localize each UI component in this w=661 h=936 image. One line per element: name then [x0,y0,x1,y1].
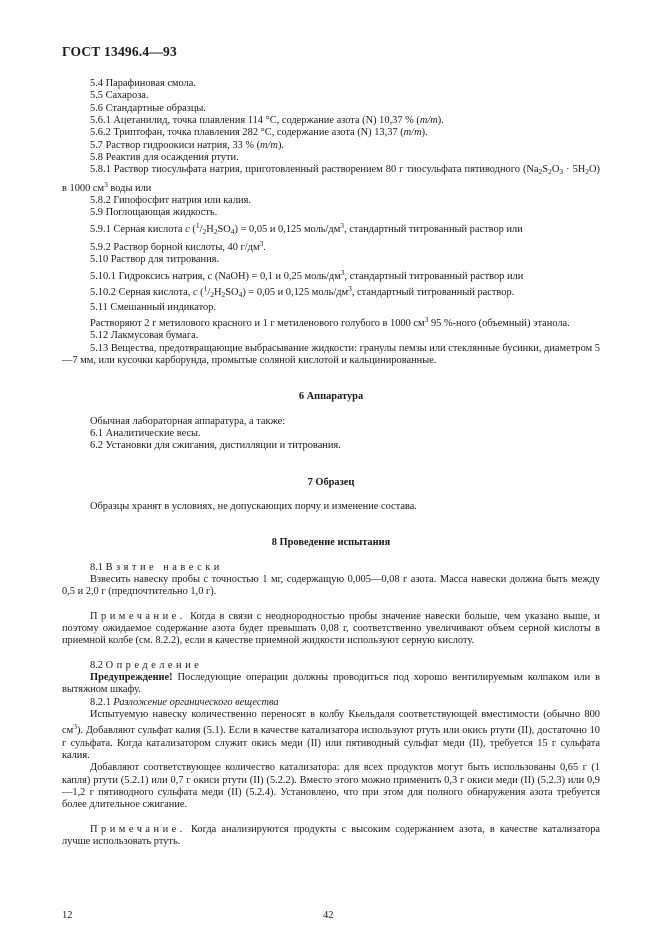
item-5-13: 5.13 Вещества, предотвращающие выбрасывание жидкости: гранулы пемзы или стеклянные бусинки, диаметром 5—7 мм, или кусочки карборунда, промытые соляной кислотой и кальцинированные. [62,342,600,366]
section-6-heading: 6 Аппаратура [298,391,364,403]
item-5-10-1: 5.10.1 Гидроксись натрия, c (NaOH) = 0,1 и 0,25 моль/$дм^3$, стандартный титрованный раствор или [90,267,524,282]
note-8-2-1: Примечание. Когда анализируются продукты с высоким содержанием азота, в качестве катализатора лучше использовать ртуть. [62,823,600,848]
item-8-1-title: 8.1 Взятие навески [90,561,223,573]
item-6-2: 6.2 Установки для сжигания, дистилляции и титрования. [90,440,341,452]
page-number-left: 12 [62,910,73,921]
item-5-8-1: 5.8.1 Раствор тиосульфата натрия, приготовленный растворением 80 г тиосульфата пятиводного $(Na_2S_2O_3 \cdot 5H_2O)$ в 1000 $см^3$ воды или [62,164,601,194]
section-6-intro: Обычная лабораторная аппаратура, а также: [90,415,286,427]
standard-title: ГОСТ 13496.4—93 [62,44,177,59]
item-5-9: 5.9 Поглощающая жидкость. [90,207,218,219]
item-5-6: 5.6 Стандартные образцы. [90,102,207,114]
item-5-8: 5.8 Реактив для осаждения ртути. [90,152,239,164]
section-8-heading: 8 Проведение испытания [271,537,391,549]
item-5-6-2: 5.6.2 Триптофан, точка плавления 282 °С, содержание азота (N) 13,37 (m/m). [90,127,428,139]
item-5-10: 5.10 Раствор для титрования. [90,254,220,266]
item-5-7: 5.7 Раствор гидроокиси натрия, 33 % (m/m). [90,139,284,151]
item-6-1: 6.1 Аналитические весы. [90,427,201,439]
item-8-2-1-title: 8.2.1 Разложение органического вещества [90,696,279,708]
item-5-11-text: Растворяют 2 г метилового красного и 1 г метиленового голубого в 1000 $см^3$ 95 %-ного (объемный) этанола. [90,314,570,329]
paragraph-transfer: Испытуемую навеску количественно переносят в колбу Кьельдаля соответствующей вместимости (обычно 800 $см^3$). Добавляют сульфат калия (5.1). Если в качестве катализатора используют ртуть или окись ртути (II), достаточно 10 г сульфата. Когда катализатором служит окись меди (II) или пятиводный сульфат меди (II), требуется 15 г сульфата калия. [62,709,600,762]
item-8-1-text: Взвесить навеску пробы с точностью 1 мг, содержащую 0,005—0,08 г азота. Масса навески должна быть между 0,5 и 2,0 г (предпочтительно 1,0 г). [62,573,600,598]
item-5-11: 5.11 Смешанный индикатор. [90,301,216,313]
item-5-6-1: 5.6.1 Ацетанилид, точка плавления 114 °С, содержание азота (N) 10,37 % (m/m). [90,115,444,127]
item-5-9-2: 5.9.2 Раствор борной кислоты, 40 $г/дм^3$. [90,239,266,254]
section-7-text: Образцы хранят в условиях, не допускающих порчу и изменение состава. [90,500,417,512]
item-5-4: 5.4 Парафиновая смола. [90,78,196,89]
item-5-10-2: 5.10.2 Серная кислота, c $(^1/_2H_2SO_4) = 0,05$ и 0,125 моль/$дм^3$, стандартный титрованный раствор. [90,284,515,300]
note-8-1: Примечание. Когда в связи с неоднородностью пробы значение навески больше, чем указано выше, и поэтому ожидаемое содержание азота будет превышать 0,08 г, соответственно увеличивают объем серной кислоты в приемной колбе (см. 8.2.2), если в качестве приемной жидкости используют серную кислоту. [62,610,600,647]
warning-paragraph: Предупреждение! Последующие операции должны проводиться под хорошо вентилируемым колпаком или в вытяжном шкафу. [62,672,600,696]
paragraph-catalyst: Добавляют соответствующее количество катализатора: для всех продуктов могут быть использованы 0,65 г (1 капля) ртути (5.2.1) или 0,7 г окиси ртути (II) (5.2.2). Вместо этого можно применить 0,3 г окиси меди (II) (5.2.3) или 0,9—1,2 г пятиводного сульфата меди (II) (5.2.4). Установлено, что при этом для полного обнаружения азота требуется более длительное сжигание. [62,762,600,811]
item-8-2-title: 8.2 Определение [90,659,203,671]
item-5-8-2: 5.8.2 Гипофосфит натрия или калия. [90,195,251,207]
page-number-center: 42 [323,910,334,921]
item-5-9-1: 5.9.1 Серная кислота c $(^1/_2H_2SO_4) = 0,05$ и 0,125 моль/$дм^3$, стандартный титрованный раствор или [90,220,523,236]
item-5-5: 5.5 Сахароза. [90,90,149,102]
document-body [62,78,600,849]
item-5-12: 5.12 Лакмусовая бумага. [90,330,199,342]
section-7-heading: 7 Образец [307,476,355,488]
